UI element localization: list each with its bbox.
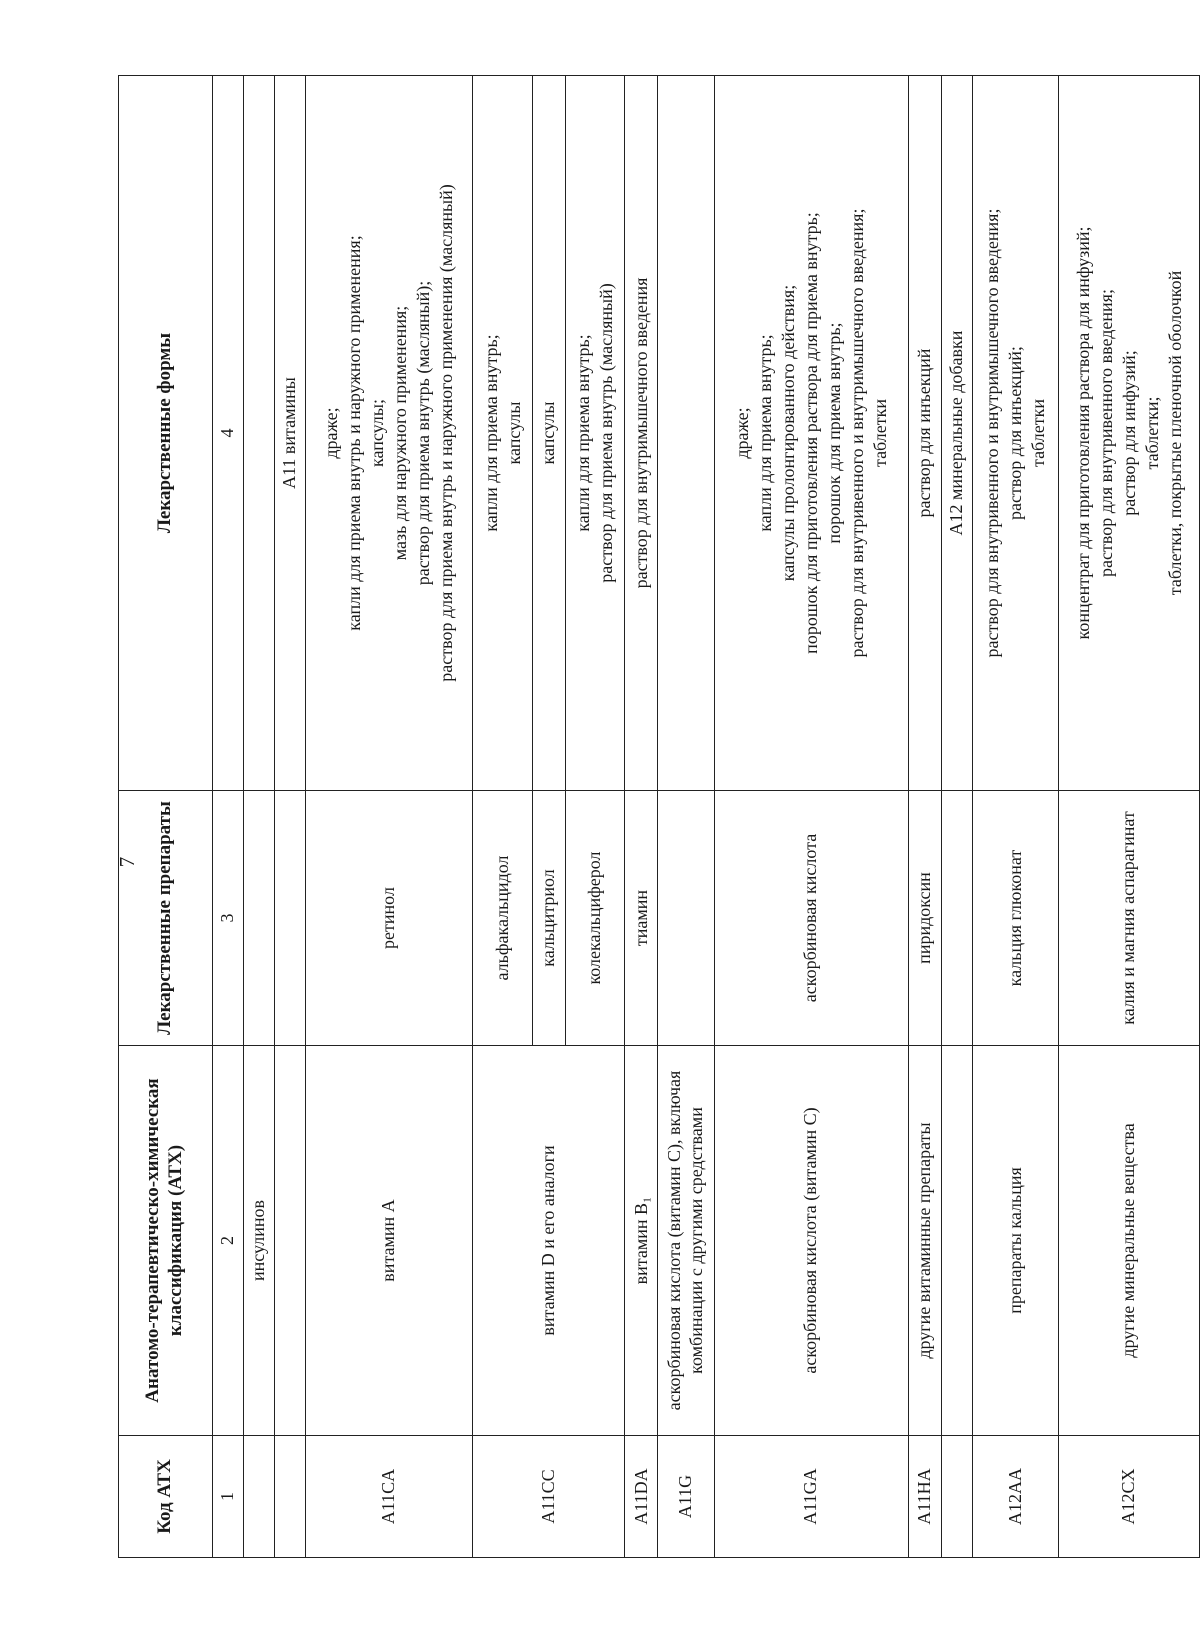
drug-cell: кальцитриол: [532, 791, 565, 1046]
section-title: A11 витамины: [274, 76, 305, 791]
table-row: [714, 76, 908, 1558]
section-row-a12: [941, 76, 972, 1558]
column-number-4: 4: [212, 76, 243, 791]
forms-cell: раствор для инъекций: [908, 76, 941, 791]
table-header-row: [119, 76, 213, 1558]
section-row-a11: [274, 76, 305, 1558]
table-row: [1059, 76, 1200, 1558]
atc-cell: витамин А: [305, 1046, 472, 1436]
atc-table: [118, 75, 1200, 1558]
atc-code-cell: A12AA: [972, 1436, 1059, 1558]
forms-cell: концентрат для приготовления раствора для инфузий; раствор для внутривенного введения; раствор для инфузий; таблетки; таблетки, покрытые пленочной оболочкой: [1059, 76, 1200, 791]
drug-cell: калия и магния аспарагинат: [1059, 791, 1200, 1046]
atc-code-cell: A12CX: [1059, 1436, 1200, 1558]
column-number-1: 1: [212, 1436, 243, 1558]
atc-code-cell: A11CC: [473, 1436, 625, 1558]
header-code: Код АТХ: [119, 1436, 213, 1558]
drug-cell: ретинол: [305, 791, 472, 1046]
table-row: [305, 76, 472, 1558]
atc-cell: аскорбиновая кислота (витамин С), включая комбинации с другими средствами: [658, 1046, 714, 1436]
atc-cell: препараты кальция: [972, 1046, 1059, 1436]
atc-cell: другие витаминные препараты: [908, 1046, 941, 1436]
drug-cell: аскорбиновая кислота: [714, 791, 908, 1046]
table-row: [625, 76, 658, 1558]
drug-cell: тиамин: [625, 791, 658, 1046]
table-row: [908, 76, 941, 1558]
forms-cell: капсулы: [532, 76, 565, 791]
page-number: 7: [115, 856, 139, 868]
atc-cell: витамин D и его аналоги: [473, 1046, 625, 1436]
table-row: [658, 76, 714, 1558]
section-title: A12 минеральные добавки: [941, 76, 972, 791]
table-row: [243, 76, 274, 1558]
atc-cell: аскорбиновая кислота (витамин С): [714, 1046, 908, 1436]
column-number-2: 2: [212, 1046, 243, 1436]
atc-cell: инсулинов: [243, 1046, 274, 1436]
column-number-row: [212, 76, 243, 1558]
atc-code-cell: A11DA: [625, 1436, 658, 1558]
drug-cell: кальция глюконат: [972, 791, 1059, 1046]
drug-cell: колекальциферол: [565, 791, 625, 1046]
forms-cell: раствор для внутривенного и внутримышечного введения; раствор для инъекций; таблетки: [972, 76, 1059, 791]
header-atc: Анатомо-терапевтическо-химическая классификация (АТХ): [119, 1046, 213, 1436]
forms-cell: драже; капли для приема внутрь; капсулы пролонгированного действия; порошок для приготовления раствора для приема внутрь; порошок для приема внутрь; раствор для внутривенного и внутримышечного введения; таблетки: [714, 76, 908, 791]
atc-code-cell: A11G: [658, 1436, 714, 1558]
table-row: [473, 76, 533, 1558]
forms-cell: драже; капли для приема внутрь и наружного применения; капсулы; мазь для наружного применения; раствор для приема внутрь (масляный); раствор для приема внутрь и наружного применения (масляный): [305, 76, 472, 791]
header-forms: Лекарственные формы: [119, 76, 213, 791]
drug-cell: альфакальцидол: [473, 791, 533, 1046]
atc-cell: другие минеральные вещества: [1059, 1046, 1200, 1436]
atc-code-cell: A11CA: [305, 1436, 472, 1558]
forms-cell: раствор для внутримышечного введения: [625, 76, 658, 791]
table-row: [972, 76, 1059, 1558]
atc-code-cell: A11HA: [908, 1436, 941, 1558]
header-drugs: Лекарственные препараты: [119, 791, 213, 1046]
atc-cell: витамин B₁: [625, 1046, 658, 1436]
forms-cell: капли для приема внутрь; раствор для приема внутрь (масляный): [565, 76, 625, 791]
atc-code-cell: A11GA: [714, 1436, 908, 1558]
forms-cell: капли для приема внутрь; капсулы: [473, 76, 533, 791]
column-number-3: 3: [212, 791, 243, 1046]
rotated-page: [118, 76, 1200, 1558]
drug-cell: пиридоксин: [908, 791, 941, 1046]
